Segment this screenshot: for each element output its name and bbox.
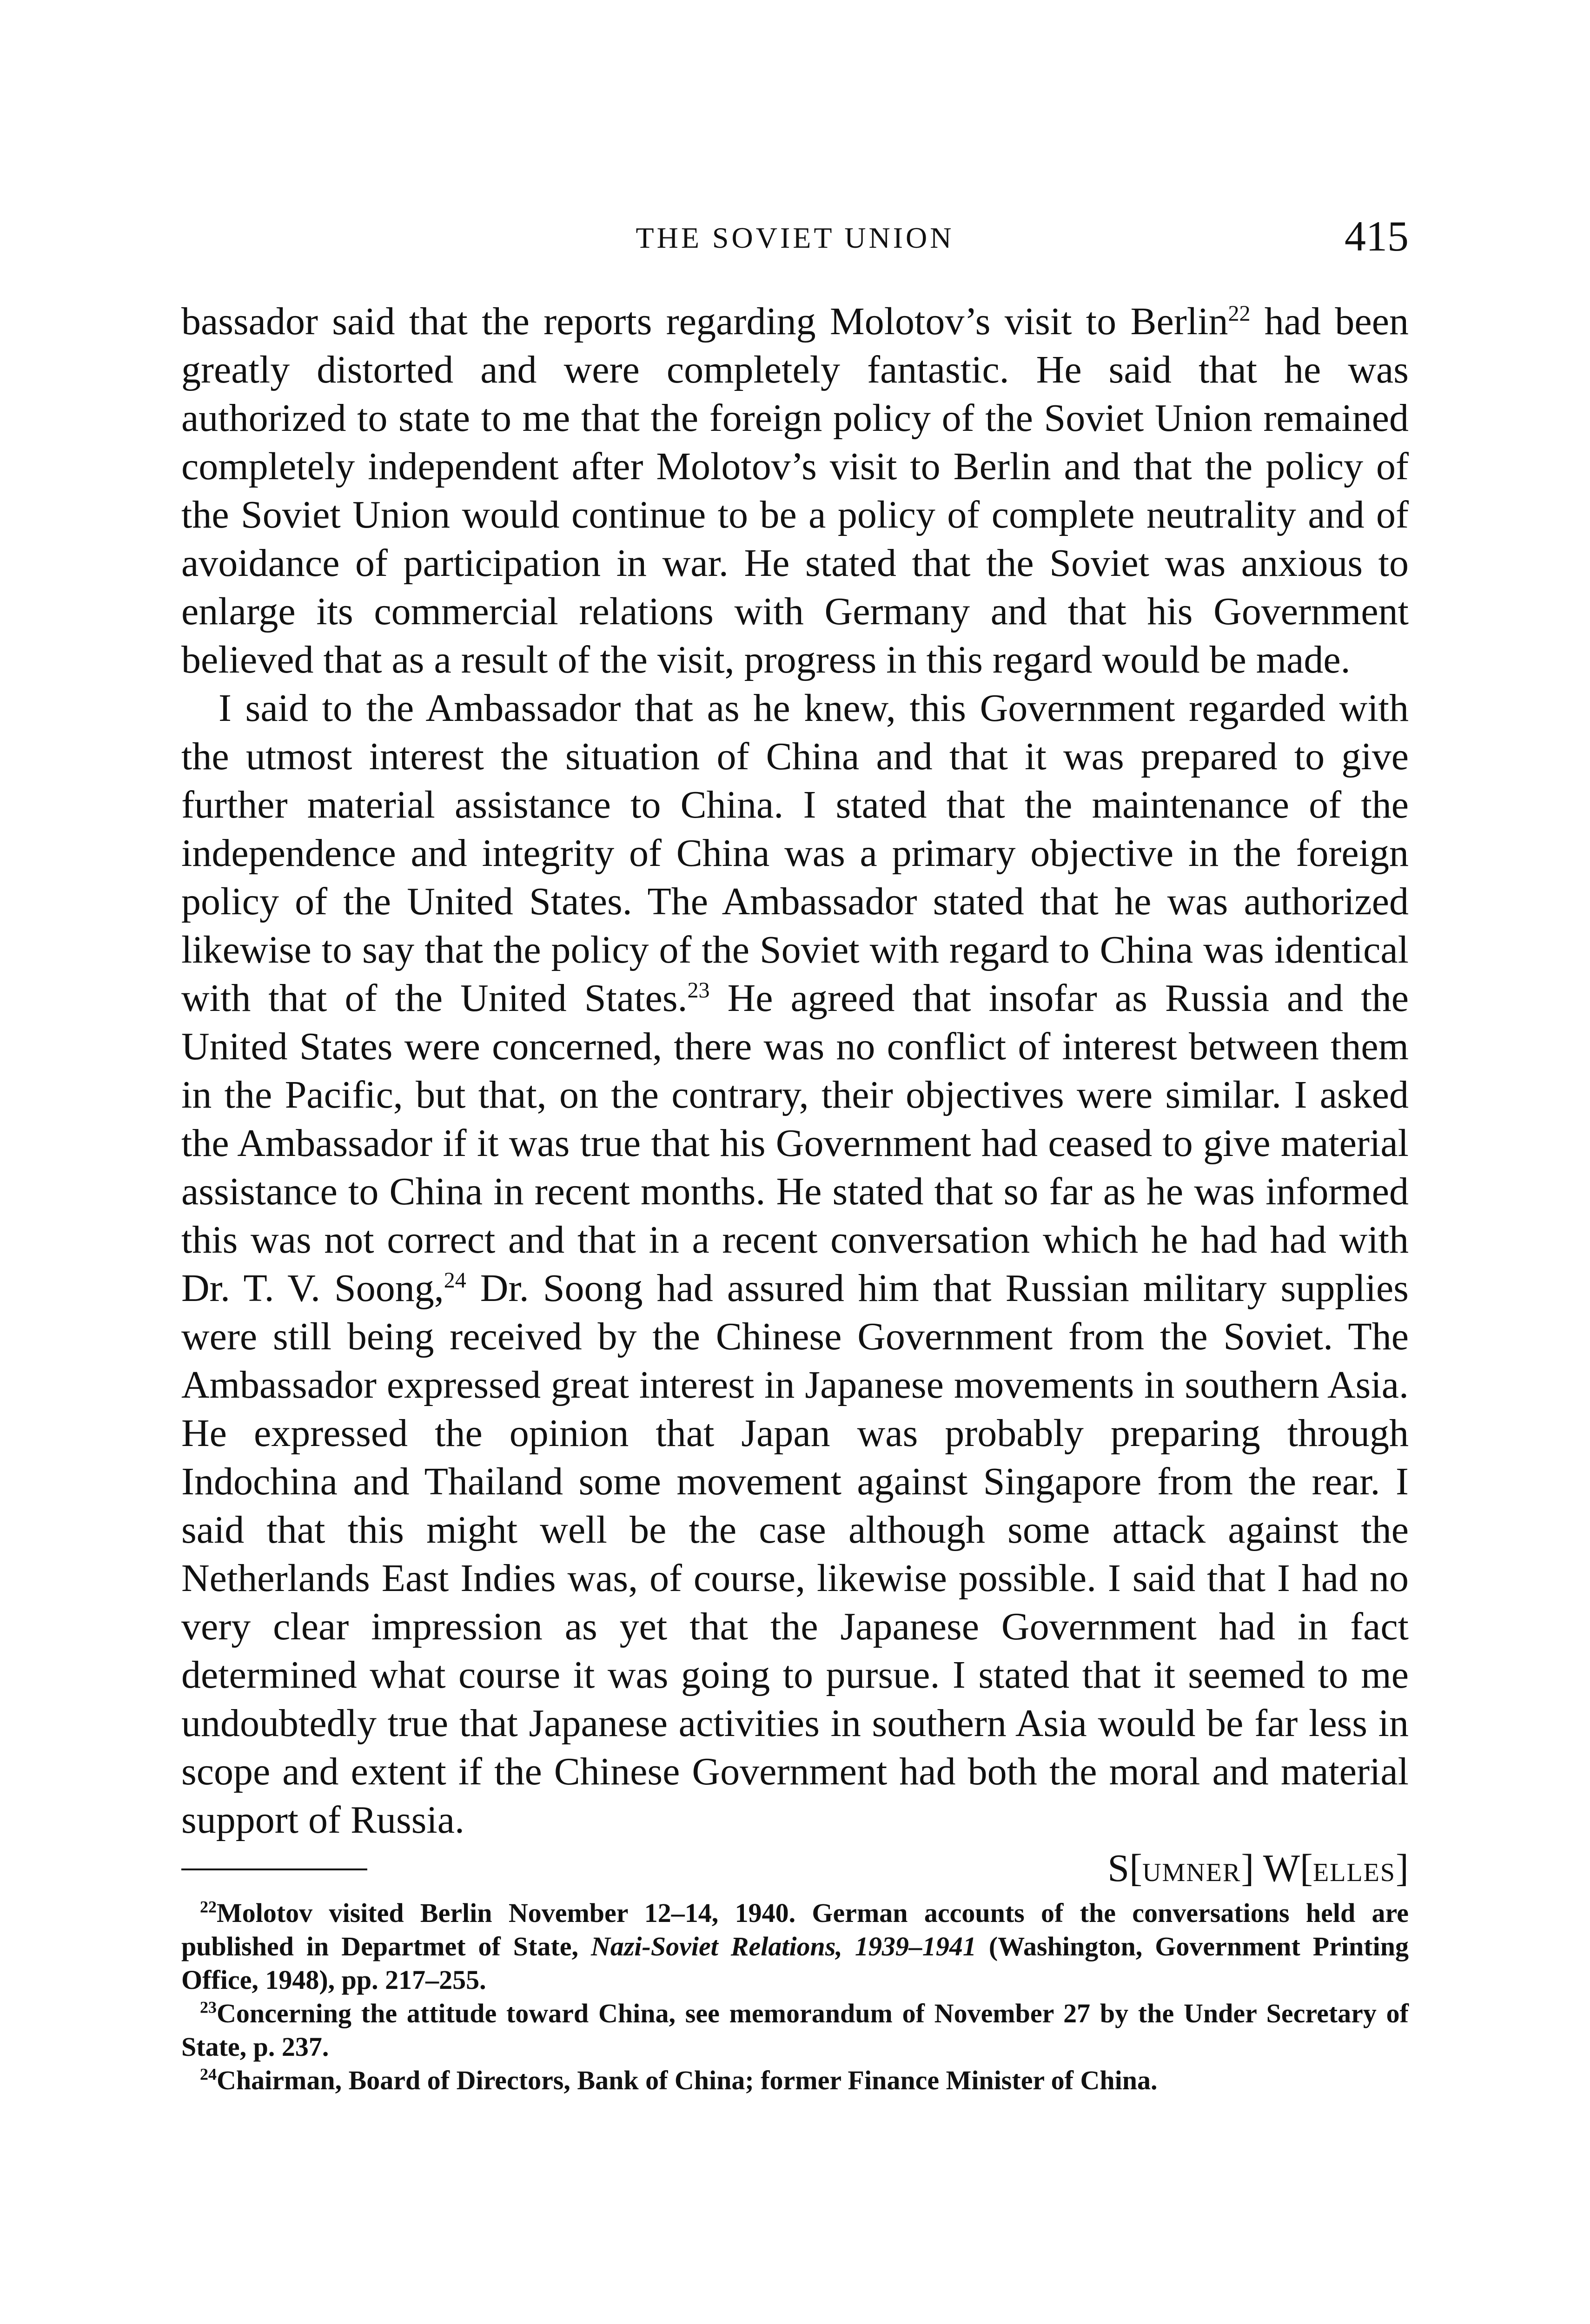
signature-mid: ] W[: [1241, 1847, 1313, 1890]
paragraph-1-text-b: had been greatly distorted and were completely fantastic. He said that he was authorized to state to me that the foreign policy of the Soviet Union remained completely independent after Molotov’s visit to Berlin and that the policy of the Soviet Union would continue to be a policy of complete neutrality and of avoidance of participation in war. He stated that the Soviet was anxious to enlarge its commercial relations with Germany and that his Government believed that as a result of the visit, progress in this regard would be made.: [181, 300, 1409, 681]
footnote-22-text-a: Molotov visited Berlin November 12–14, 1940. German accounts of the conversations held are published in Departmet of State,: [181, 1898, 1409, 1961]
paragraph-2-text-a: I said to the Ambassador that as he knew, this Government regarded with the utmost interest the situation of China and that it was prepared to give further material assistance to China. I stated that the maintenance of the independence and integrity of China was a primary objective in the foreign policy of the United States. The Ambassador stated that he was authorized likewise to say that the policy of the Soviet with regard to China was identical with that of the United States.: [181, 687, 1409, 1020]
page-number: 415: [1345, 212, 1409, 260]
signature: [181, 1844, 1409, 1897]
footnote-ref-22: 22: [1228, 301, 1251, 326]
body-text: [181, 297, 1409, 1897]
footnotes: [181, 1896, 1409, 2097]
signature-s: S[: [1107, 1847, 1143, 1890]
paragraph-1: [181, 297, 1409, 684]
footnote-ref-24: 24: [444, 1268, 466, 1293]
paragraph-2-text-b: He agreed that insofar as Russia and the United States were concerned, there was no conflict of interest between them in the Pacific, but that, on the contrary, their objectives were similar. I asked the Ambassador if it was true that his Government had ceased to give material assistance to China in recent months. He stated that so far as he was informed this was not correct and that in a recent conversation which he had had with Dr. T. V. Soong,: [181, 977, 1409, 1310]
paragraph-2: [181, 684, 1409, 1844]
footnote-divider: [181, 1868, 367, 1870]
footnote-24: [181, 2064, 1409, 2097]
footnote-22-italic-title: Nazi-Soviet Relations, 1939–1941: [590, 1931, 976, 1961]
footnote-23-text: Concerning the attitude toward China, see memorandum of November 27 by the Under Secretary of State, p. 237.: [181, 1998, 1409, 2062]
signature-end: ]: [1396, 1847, 1409, 1890]
footnote-ref-23: 23: [687, 978, 710, 1003]
footnote-23: [181, 1997, 1409, 2064]
footnote-22-mark: 22: [200, 1897, 217, 1916]
footnote-22: [181, 1896, 1409, 1997]
signature-s-rest: UMNER: [1142, 1858, 1241, 1887]
signature-w-rest: ELLES: [1313, 1858, 1396, 1887]
running-head: THE SOVIET UNION: [636, 221, 954, 254]
page-header: [181, 211, 1409, 267]
footnote-24-text: Chairman, Board of Directors, Bank of China; former Finance Minister of China.: [217, 2065, 1158, 2095]
footnote-24-mark: 24: [200, 2065, 217, 2084]
paragraph-1-text-a: bassador said that the reports regarding Molotov’s visit to Berlin: [181, 300, 1228, 343]
paragraph-2-text-c: Dr. Soong had assured him that Russian military supplies were still being received by the Chinese Government from the Soviet. The Ambassador expressed great interest in Japanese movements in southern Asia. He expressed the opinion that Japan was probably preparing through Indochina and Thailand some movement against Singapore from the rear. I said that this might well be the case although some attack against the Netherlands East Indies was, of course, likewise possible. I said that I had no very clear impression as yet that the Japanese Government had in fact determined what course it was going to pursue. I stated that it seemed to me undoubtedly true that Japanese activities in southern Asia would be far less in scope and extent if the Chinese Government had both the moral and material support of Russia.: [181, 1267, 1409, 1842]
footnote-22-text-b: (Washington, Government Printing Office, 1948), pp. 217–255.: [181, 1931, 1409, 1995]
footnote-23-mark: 23: [200, 1998, 217, 2017]
